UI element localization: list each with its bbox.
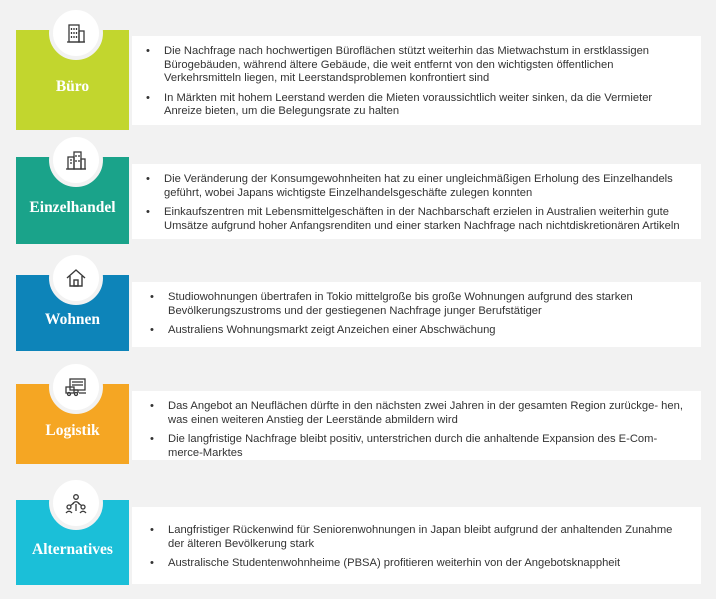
section-title: Logistik <box>45 422 100 439</box>
bullet-item: • Australiens Wohnungsmarkt zeigt Anzeichen einer Abschwächung <box>148 324 687 338</box>
bullet-list <box>148 524 687 571</box>
bullet-item: • Die langfristige Nachfrage bleibt positiv, unterstrichen durch die anhaltende Expansion des E-Com- merce-Marktes <box>148 433 687 460</box>
section-badge <box>49 6 103 60</box>
section-card <box>132 36 701 125</box>
people-network-icon <box>65 492 87 514</box>
bullet-item: • Die Nachfrage nach hochwertigen Büroflächen stützt weiterhin das Mietwachstum in erstklassigen Bürogebäuden, während ältere Gebäude, die weit entfernt von den wichtigsten öffentlichen Verkehrsmitteln liegen, mit Leerstandsproblemen konfrontiert sind <box>144 45 687 86</box>
bullet-item: • Das Angebot an Neuflächen dürfte in den nächsten zwei Jahren in der gesamten Region zurückge- hen, was einen weiteren Anstieg der Leerstände abmildern wird <box>148 400 687 427</box>
section-title: Alternatives <box>32 540 113 558</box>
section-card <box>132 164 701 239</box>
section-badge <box>49 360 103 414</box>
section-badge <box>49 133 103 187</box>
bullet-list <box>148 291 687 338</box>
office-building-icon <box>65 22 87 44</box>
bullet-list <box>144 173 687 233</box>
section-title: Büro <box>55 78 90 95</box>
section-card <box>132 282 701 347</box>
section-badge <box>49 251 103 305</box>
bullet-item: • In Märkten mit hohem Leerstand werden die Mieten voraussichtlich weiter sinken, da die Vermieter Anreize bieten, um die Belegungsrate zu halten <box>144 92 687 119</box>
section-badge <box>49 476 103 530</box>
section-card <box>132 391 701 460</box>
section-title: Wohnen <box>44 311 101 328</box>
bullet-item: • Langfristiger Rückenwind für Seniorenwohnungen in Japan bleibt aufgrund der anhaltenden Zunahme der älteren Bevölkerung stark <box>148 524 687 551</box>
section-title: Einzelhandel <box>29 198 116 216</box>
bullet-list <box>148 400 687 460</box>
warehouse-truck-icon <box>65 376 87 398</box>
bullet-item: • Australische Studentenwohnheime (PBSA) profitieren weiterhin von der Angebotsknappheit <box>148 557 687 571</box>
house-icon <box>65 267 87 289</box>
bullet-item: • Studiowohnungen übertrafen in Tokio mittelgroße bis große Wohnungen aufgrund des starken Bevölkerungszustroms und der gestiegenen Nachfrage junger Berufstätiger <box>148 291 687 318</box>
storefront-icon <box>65 149 87 171</box>
bullet-list <box>144 45 687 119</box>
section-card <box>132 507 701 584</box>
bullet-item: • Einkaufszentren mit Lebensmittelgeschäften in der Nachbarschaft erzielen in Australien weiterhin gute Umsätze aufgrund hoher Anfangsrenditen und einer starken Nachfrage nach nichtdiskretionären Artikeln <box>144 206 687 233</box>
bullet-item: • Die Veränderung der Konsumgewohnheiten hat zu einer ungleichmäßigen Erholung des Einzelhandels geführt, wobei Japans wichtigste Einzelhandelsgeschäfte zulegen konnten <box>144 173 687 200</box>
